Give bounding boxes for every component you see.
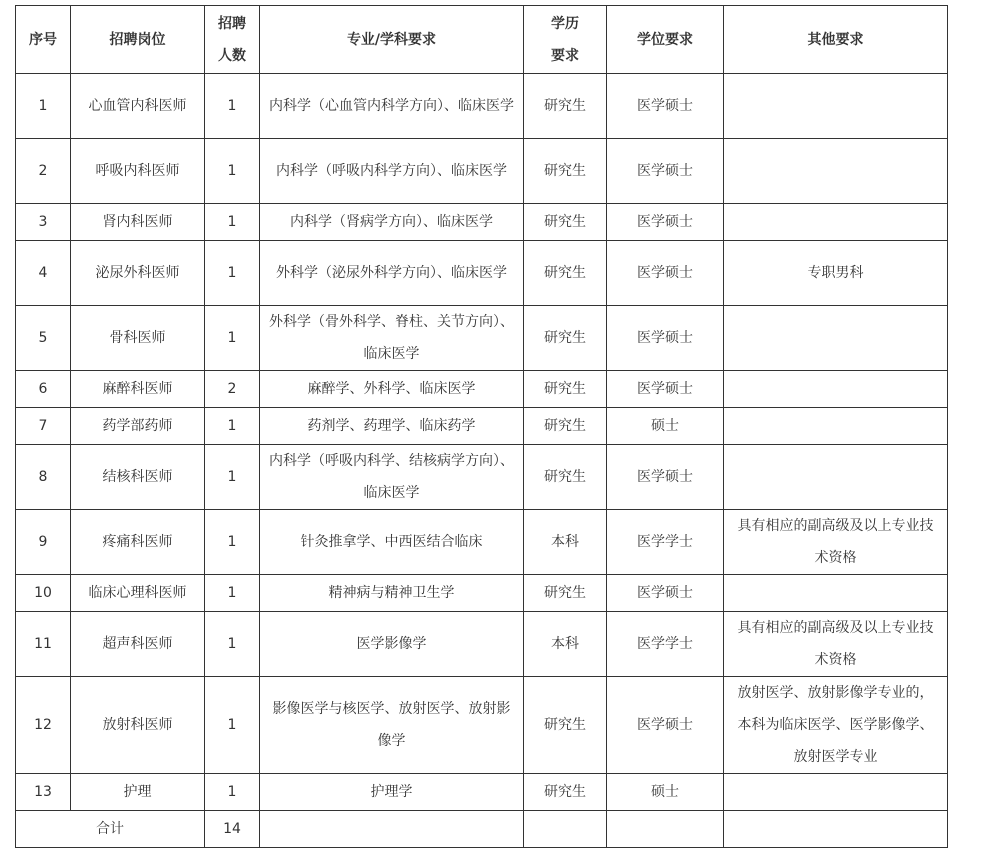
cell-degree: 医学硕士 (607, 445, 724, 510)
cell-major: 药剂学、药理学、临床药学 (260, 408, 524, 445)
cell-degree: 硕士 (607, 408, 724, 445)
total-empty-other (724, 811, 948, 848)
cell-other (724, 371, 948, 408)
table-total-row (16, 811, 948, 848)
cell-position: 心血管内科医师 (71, 74, 205, 139)
cell-other: 专职男科 (724, 241, 948, 306)
total-empty-education (524, 811, 607, 848)
cell-major: 内科学（呼吸内科学方向）、临床医学 (260, 139, 524, 204)
header-count: 招聘人数 (205, 6, 260, 74)
total-empty-degree (607, 811, 724, 848)
cell-position: 临床心理科医师 (71, 575, 205, 612)
cell-position: 疼痛科医师 (71, 510, 205, 575)
table-row (16, 612, 948, 677)
table-row (16, 575, 948, 612)
cell-no: 5 (16, 306, 71, 371)
cell-position: 药学部药师 (71, 408, 205, 445)
cell-major: 麻醉学、外科学、临床医学 (260, 371, 524, 408)
table-row (16, 677, 948, 774)
cell-count: 1 (205, 445, 260, 510)
header-major: 专业/学科要求 (260, 6, 524, 74)
cell-count: 2 (205, 371, 260, 408)
cell-degree: 医学硕士 (607, 575, 724, 612)
cell-education: 研究生 (524, 204, 607, 241)
cell-no: 6 (16, 371, 71, 408)
cell-count: 1 (205, 677, 260, 774)
header-degree: 学位要求 (607, 6, 724, 74)
table-row (16, 774, 948, 811)
cell-other: 放射医学、放射影像学专业的，本科为临床医学、医学影像学、放射医学专业 (724, 677, 948, 774)
cell-major: 内科学（肾病学方向）、临床医学 (260, 204, 524, 241)
cell-degree: 医学硕士 (607, 306, 724, 371)
cell-position: 呼吸内科医师 (71, 139, 205, 204)
cell-position: 泌尿外科医师 (71, 241, 205, 306)
cell-no: 10 (16, 575, 71, 612)
cell-position: 骨科医师 (71, 306, 205, 371)
cell-position: 麻醉科医师 (71, 371, 205, 408)
table-header-row (16, 6, 948, 74)
cell-no: 9 (16, 510, 71, 575)
table-row (16, 306, 948, 371)
cell-major: 内科学（心血管内科学方向）、临床医学 (260, 74, 524, 139)
cell-count: 1 (205, 774, 260, 811)
header-position: 招聘岗位 (71, 6, 205, 74)
cell-education: 研究生 (524, 74, 607, 139)
cell-position: 超声科医师 (71, 612, 205, 677)
cell-no: 3 (16, 204, 71, 241)
cell-position: 结核科医师 (71, 445, 205, 510)
cell-other (724, 139, 948, 204)
cell-no: 13 (16, 774, 71, 811)
table-row (16, 510, 948, 575)
cell-education: 研究生 (524, 306, 607, 371)
table-row (16, 74, 948, 139)
cell-no: 12 (16, 677, 71, 774)
cell-other: 具有相应的副高级及以上专业技术资格 (724, 612, 948, 677)
cell-other (724, 408, 948, 445)
cell-major: 精神病与精神卫生学 (260, 575, 524, 612)
cell-count: 1 (205, 204, 260, 241)
table-row (16, 408, 948, 445)
cell-major: 影像医学与核医学、放射医学、放射影像学 (260, 677, 524, 774)
cell-no: 8 (16, 445, 71, 510)
cell-position: 肾内科医师 (71, 204, 205, 241)
cell-degree: 医学学士 (607, 612, 724, 677)
cell-count: 1 (205, 74, 260, 139)
cell-education: 本科 (524, 612, 607, 677)
cell-count: 1 (205, 408, 260, 445)
cell-education: 研究生 (524, 677, 607, 774)
cell-count: 1 (205, 306, 260, 371)
table-row (16, 204, 948, 241)
cell-degree: 医学硕士 (607, 74, 724, 139)
total-count: 14 (205, 811, 260, 848)
cell-degree: 医学硕士 (607, 139, 724, 204)
cell-education: 研究生 (524, 408, 607, 445)
cell-degree: 医学硕士 (607, 241, 724, 306)
cell-other (724, 204, 948, 241)
cell-major: 护理学 (260, 774, 524, 811)
cell-education: 研究生 (524, 139, 607, 204)
cell-major: 医学影像学 (260, 612, 524, 677)
cell-major: 外科学（泌尿外科学方向）、临床医学 (260, 241, 524, 306)
cell-no: 2 (16, 139, 71, 204)
cell-count: 1 (205, 612, 260, 677)
cell-other (724, 74, 948, 139)
header-education: 学历要求 (524, 6, 607, 74)
cell-position: 护理 (71, 774, 205, 811)
cell-education: 研究生 (524, 774, 607, 811)
cell-major: 针灸推拿学、中西医结合临床 (260, 510, 524, 575)
cell-position: 放射科医师 (71, 677, 205, 774)
cell-major: 内科学（呼吸内科学、结核病学方向）、临床医学 (260, 445, 524, 510)
cell-education: 研究生 (524, 445, 607, 510)
cell-count: 1 (205, 241, 260, 306)
cell-no: 11 (16, 612, 71, 677)
cell-education: 研究生 (524, 575, 607, 612)
table-row (16, 241, 948, 306)
header-other: 其他要求 (724, 6, 948, 74)
cell-major: 外科学（骨外科学、脊柱、关节方向）、临床医学 (260, 306, 524, 371)
cell-degree: 医学学士 (607, 510, 724, 575)
cell-education: 本科 (524, 510, 607, 575)
cell-education: 研究生 (524, 241, 607, 306)
cell-degree: 医学硕士 (607, 677, 724, 774)
cell-degree: 医学硕士 (607, 204, 724, 241)
recruitment-table (15, 5, 948, 848)
cell-degree: 医学硕士 (607, 371, 724, 408)
table-row (16, 139, 948, 204)
cell-other: 具有相应的副高级及以上专业技术资格 (724, 510, 948, 575)
total-empty-major (260, 811, 524, 848)
cell-no: 4 (16, 241, 71, 306)
cell-other (724, 306, 948, 371)
cell-no: 1 (16, 74, 71, 139)
cell-degree: 硕士 (607, 774, 724, 811)
cell-education: 研究生 (524, 371, 607, 408)
cell-count: 1 (205, 510, 260, 575)
table-row (16, 371, 948, 408)
table-row (16, 445, 948, 510)
header-no: 序号 (16, 6, 71, 74)
cell-count: 1 (205, 139, 260, 204)
cell-count: 1 (205, 575, 260, 612)
cell-other (724, 774, 948, 811)
cell-no: 7 (16, 408, 71, 445)
total-label: 合计 (16, 811, 205, 848)
cell-other (724, 575, 948, 612)
cell-other (724, 445, 948, 510)
